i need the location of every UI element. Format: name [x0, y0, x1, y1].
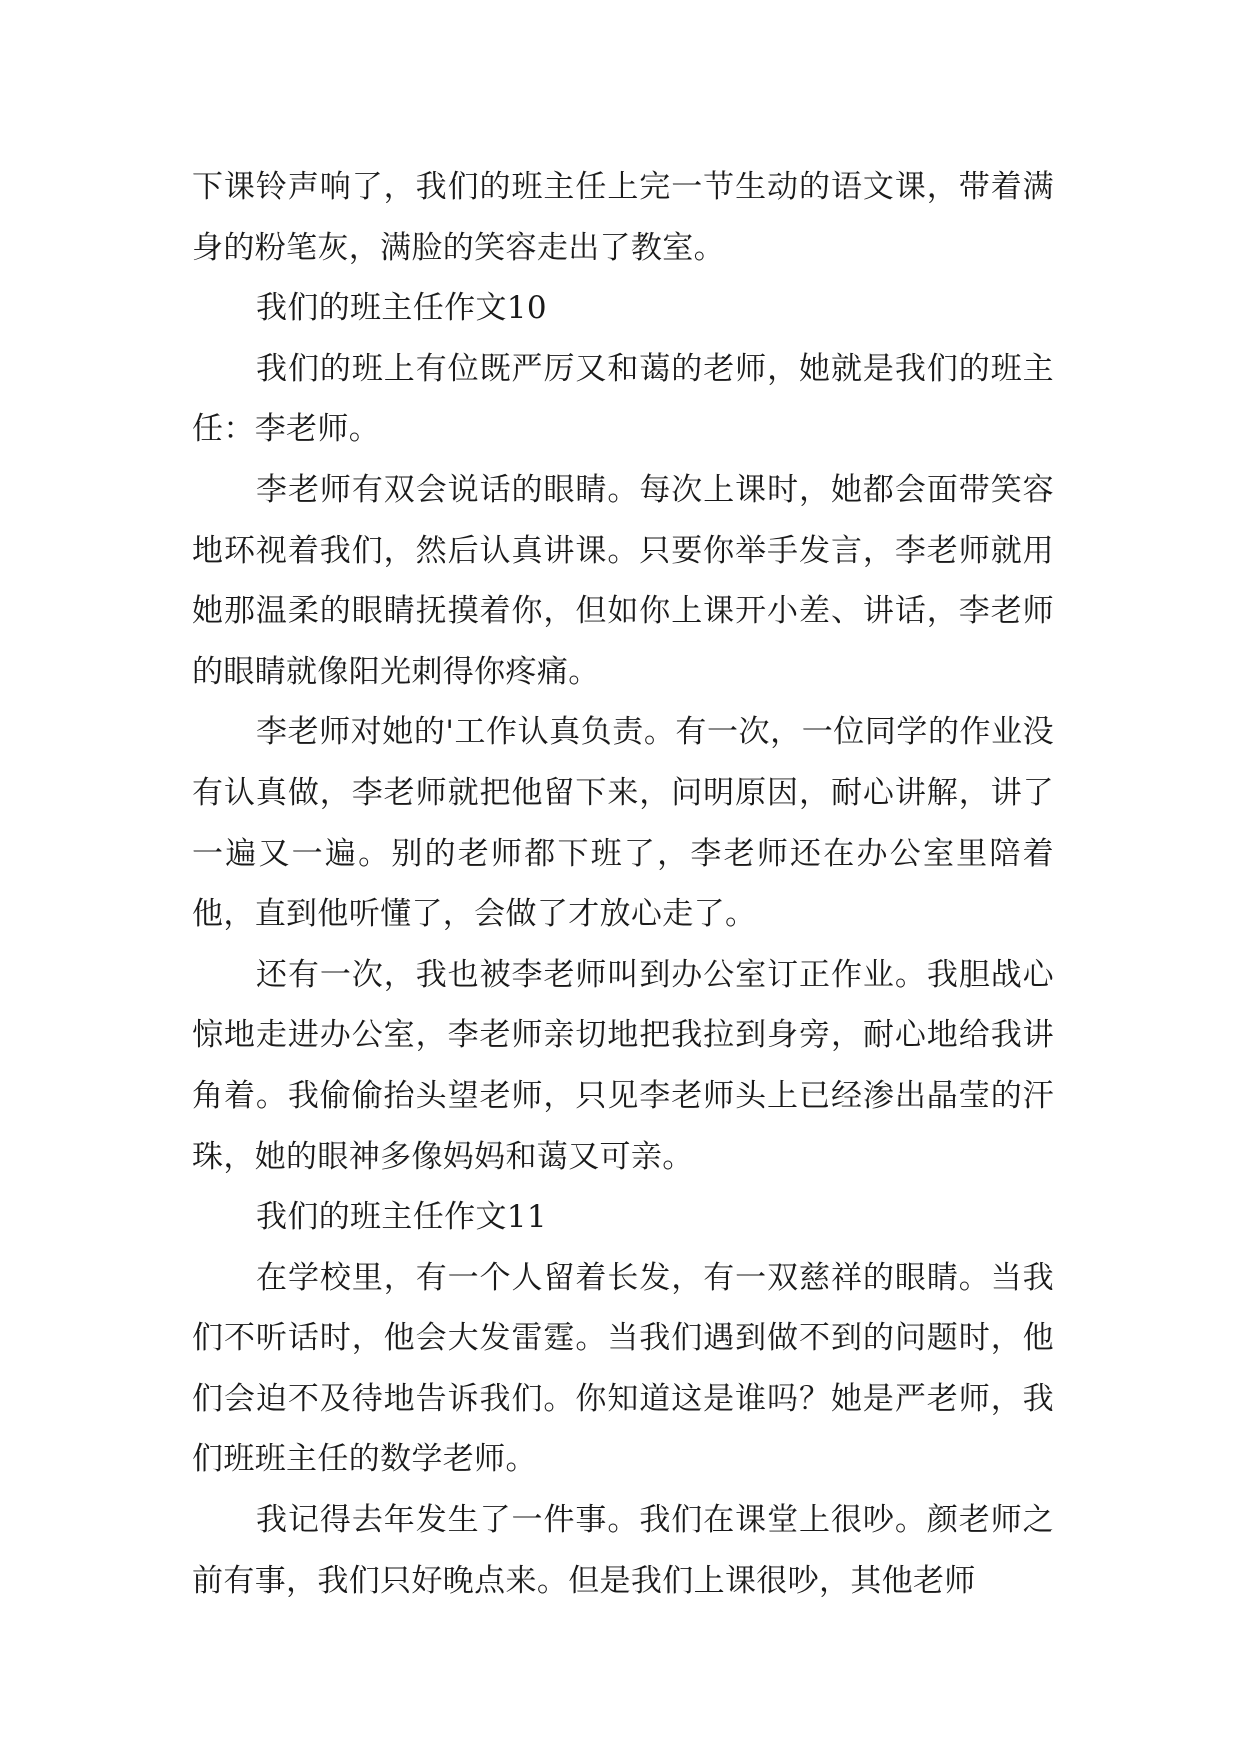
paragraph: 我们的班上有位既严厉又和蔼的老师，她就是我们的班主任：李老师。 — [192, 350, 1054, 448]
essay-heading-11: 我们的班主任作文11 — [256, 1199, 547, 1236]
paragraph: 在学校里，有一个人留着长发，有一双慈祥的眼睛。当我们不听话时，他会大发雷霆。当我们遇到做不到的问题时，他们会迫不及待地告诉我们。你知道这是谁吗？她是严老师，我们班班主任的数学老师。 — [192, 1259, 1054, 1478]
paragraph: 李老师对她的'工作认真负责。有一次，一位同学的作业没有认真做，李老师就把他留下来，问明原因，耐心讲解，讲了一遍又一遍。别的老师都下班了，李老师还在办公室里陪着他，直到他听懂了，会做了才放心走了。 — [192, 714, 1054, 933]
paragraph: 我记得去年发生了一件事。我们在课堂上很吵。颜老师之前有事，我们只好晚点来。但是我们上课很吵，其他老师 — [192, 1502, 1054, 1599]
essay-heading-10: 我们的班主任作文10 — [256, 290, 547, 327]
paragraph-continuation: 下课铃声响了，我们的班主任上完一节生动的语文课，带着满身的粉笔灰，满脸的笑容走出了教室。 — [192, 169, 1054, 266]
paragraph: 李老师有双会说话的眼睛。每次上课时，她都会面带笑容地环视着我们，然后认真讲课。只要你举手发言，李老师就用她那温柔的眼睛抚摸着你，但如你上课开小差、讲话，李老师的眼睛就像阳光刺得你疼痛。 — [192, 471, 1054, 690]
document-body — [192, 157, 1054, 1611]
paragraph: 还有一次，我也被李老师叫到办公室订正作业。我胆战心惊地走进办公室，李老师亲切地把我拉到身旁，耐心地给我讲角着。我偷偷抬头望老师，只见李老师头上已经渗出晶莹的汗珠，她的眼神多像妈妈和蔼又可亲。 — [192, 956, 1054, 1175]
